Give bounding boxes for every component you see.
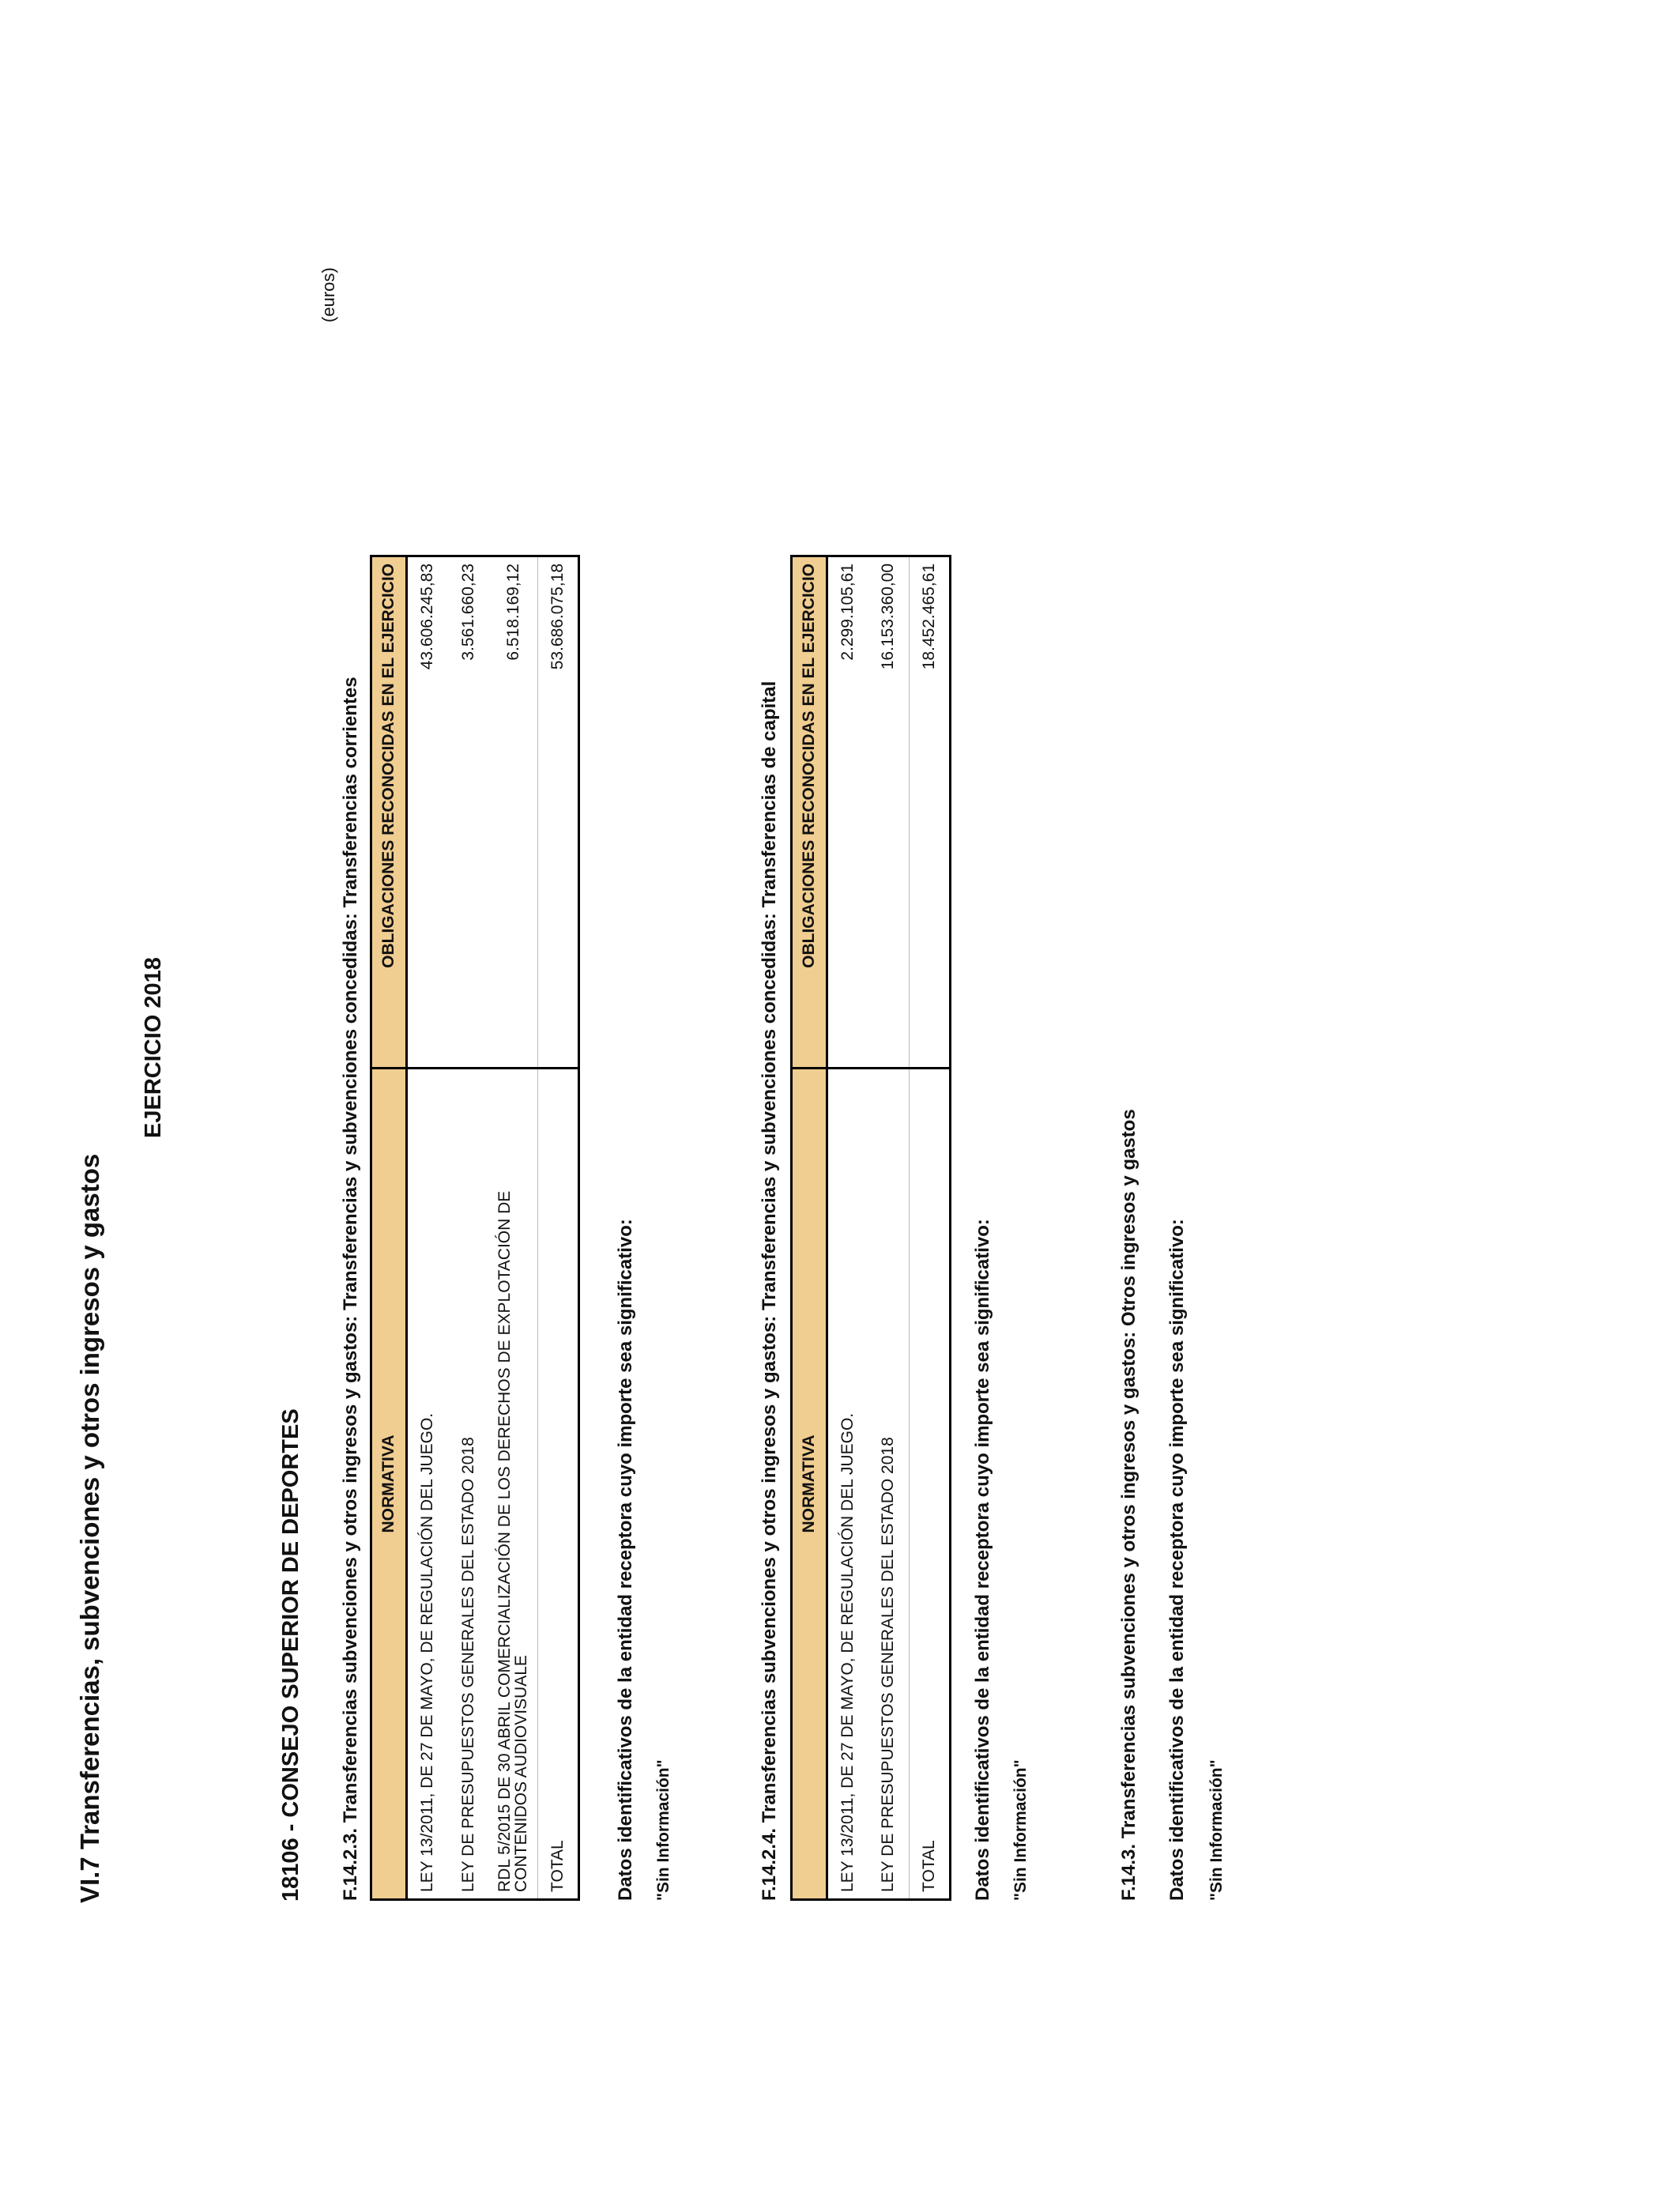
section3-sin-info: "Sin Información" — [1207, 1759, 1226, 1901]
entity-heading: 18106 - CONSEJO SUPERIOR DE DEPORTES — [278, 1408, 303, 1902]
row-normativa: LEY 13/2011, DE 27 DE MAYO, DE REGULACIÓN DEL JUEGO. — [827, 1069, 868, 1900]
units-label: (euros) — [318, 267, 338, 322]
table-row — [489, 556, 538, 1900]
total-row — [538, 556, 579, 1900]
row-normativa: LEY DE PRESUPUESTOS GENERALES DEL ESTADO 2018 — [868, 1069, 910, 1900]
fiscal-year-heading: EJERCICIO 2018 — [141, 957, 166, 1138]
section1-datos-line: Datos identificativos de la entidad receptora cuyo importe sea significativo: — [615, 1219, 636, 1901]
row-normativa: LEY 13/2011, DE 27 DE MAYO, DE REGULACIÓN DEL JUEGO. — [407, 1069, 448, 1900]
column-header-normativa: NORMATIVA — [792, 1069, 827, 1900]
table-header-row — [792, 556, 827, 1900]
table-row — [868, 556, 910, 1900]
row-importe: 43.606.245,83 — [407, 556, 448, 1069]
row-importe: 6.518.169,12 — [489, 556, 538, 1069]
total-value: 53.686.075,18 — [538, 556, 579, 1069]
section3-datos-line: Datos identificativos de la entidad receptora cuyo importe sea significativo: — [1166, 1219, 1188, 1901]
total-value: 18.452.465,61 — [910, 556, 951, 1069]
total-label: TOTAL — [910, 1069, 951, 1900]
table-row — [407, 556, 448, 1900]
row-normativa: LEY DE PRESUPUESTOS GENERALES DEL ESTADO 2018 — [448, 1069, 489, 1900]
table-row — [448, 556, 489, 1900]
row-importe: 16.153.360,00 — [868, 556, 910, 1069]
total-label: TOTAL — [538, 1069, 579, 1900]
row-normativa: RDL 5/2015 DE 30 ABRIL COMERCIALIZACIÓN DE LOS DERECHOS DE EXPLOTACIÓN DE CONTENIDOS AUDIOVISUALE — [489, 1069, 538, 1900]
table-header-row — [371, 556, 407, 1900]
capital-transfers-table — [790, 555, 951, 1901]
page-title: VI.7 Transferencias, subvenciones y otros ingresos y gastos — [75, 1153, 104, 1903]
section-title-capital-transfers: F.14.2.4. Transferencias subvenciones y otros ingresos y gastos: Transferencias y subvenciones concedidas: Transferencias de capital — [759, 680, 780, 1901]
column-header-normativa: NORMATIVA — [371, 1069, 407, 1900]
total-row — [910, 556, 951, 1900]
row-importe: 2.299.105,61 — [827, 556, 868, 1069]
section2-datos-line: Datos identificativos de la entidad receptora cuyo importe sea significativo: — [972, 1219, 993, 1901]
section1-sin-info: "Sin Información" — [654, 1759, 672, 1901]
column-header-obligaciones: OBLIGACIONES RECONOCIDAS EN EL EJERCICIO — [371, 556, 407, 1069]
section2-sin-info: "Sin Información" — [1011, 1759, 1030, 1901]
current-transfers-table — [370, 555, 580, 1901]
section-title-other-income: F.14.3. Transferencias subvenciones y otros ingresos y gastos: Otros ingresos y gastos — [1118, 1109, 1139, 1901]
row-importe: 3.561.660,23 — [448, 556, 489, 1069]
section-title-current-transfers: F.14.2.3. Transferencias subvenciones y otros ingresos y gastos: Transferencias y subvenciones concedidas: Transferencias corrientes — [340, 677, 361, 1901]
table-row — [827, 556, 868, 1900]
column-header-obligaciones: OBLIGACIONES RECONOCIDAS EN EL EJERCICIO — [792, 556, 827, 1069]
